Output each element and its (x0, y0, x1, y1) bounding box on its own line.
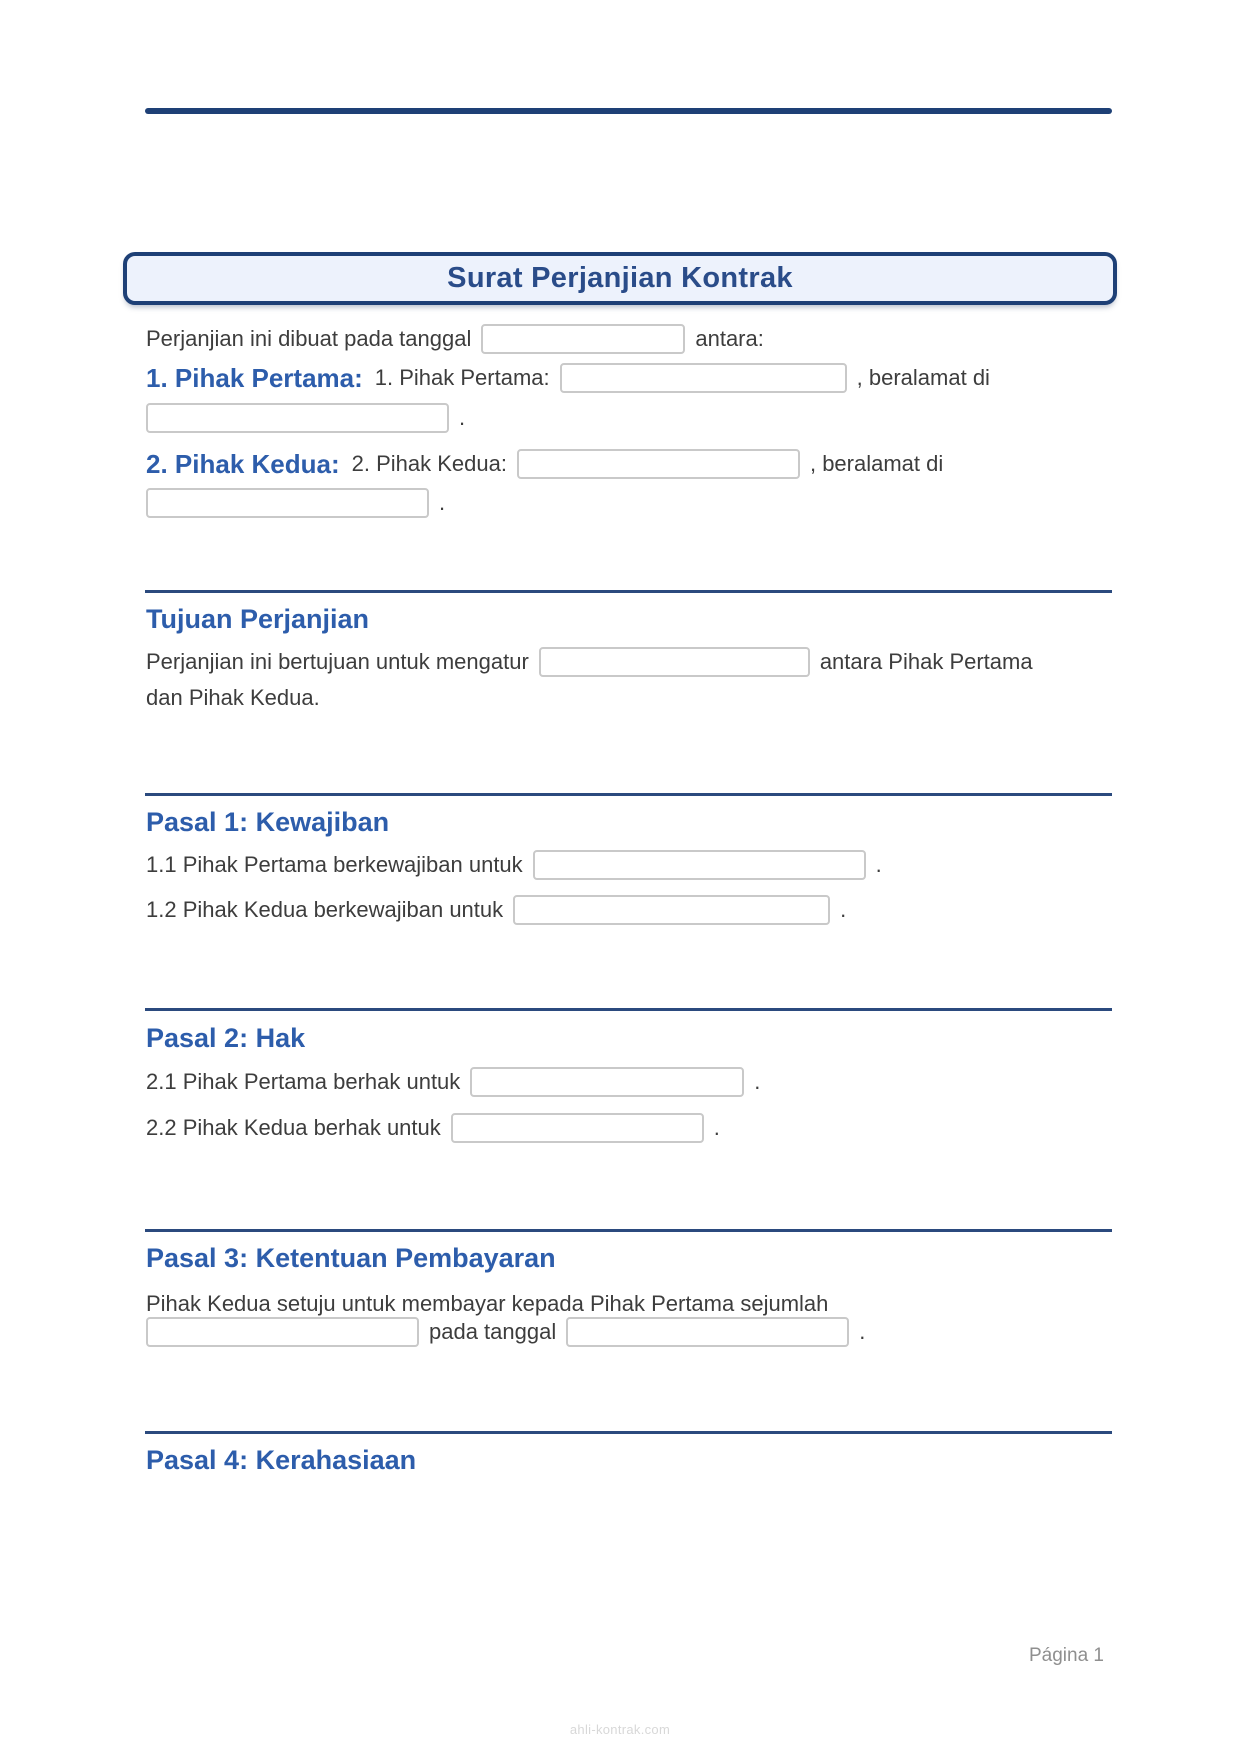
party1-address-field[interactable] (146, 403, 449, 433)
party2-address-row (146, 486, 445, 520)
obligation-2-after-text: . (840, 897, 847, 922)
party1-address-row (146, 401, 465, 435)
pasal3-heading: Pasal 3: Ketentuan Pembayaran (146, 1243, 556, 1273)
party2-inline-label: 2. Pihak Kedua: (351, 451, 507, 476)
party1-label: 1. Pihak Pertama: (146, 362, 363, 393)
document-title: Surat Perjanjian Kontrak (447, 262, 793, 294)
right-2-field[interactable] (451, 1113, 704, 1143)
page-number: Página 1 (1028, 1645, 1104, 1666)
payment-intro-text: Pihak Kedua setuju untuk membayar kepada Pihak Pertama sejumlah (146, 1291, 829, 1316)
payment-date-field[interactable] (566, 1317, 849, 1347)
party2-row (146, 447, 943, 481)
party2-label: 2. Pihak Kedua: (146, 448, 340, 479)
intro-before-date-text: Perjanjian ini dibuat pada tanggal (146, 326, 472, 351)
section-divider (145, 1229, 1112, 1232)
right-2-after-text: . (713, 1115, 720, 1140)
tujuan-row (146, 645, 1033, 679)
tujuan-line2-text: dan Pihak Kedua. (146, 685, 320, 710)
tujuan-after-input-text: antara Pihak Pertama (819, 649, 1033, 674)
obligation-1-row (146, 848, 882, 882)
party2-name-field[interactable] (517, 449, 800, 479)
party2-address-field[interactable] (146, 488, 429, 518)
payment-amount-field[interactable] (146, 1317, 419, 1347)
obligation-1-after-text: . (875, 852, 882, 877)
right-1-text: 2.1 Pihak Pertama berhak untuk (146, 1069, 461, 1094)
intro-after-date-text: antara: (695, 326, 764, 351)
party1-name-field[interactable] (560, 363, 847, 393)
party2-after-address-text: . (439, 490, 446, 515)
section-divider (145, 793, 1112, 796)
watermark-text: ahli-kontrak.com (569, 1722, 671, 1737)
obligation-2-field[interactable] (513, 895, 830, 925)
tujuan-before-input-text: Perjanjian ini bertujuan untuk mengatur (146, 649, 529, 674)
payment-after-text: . (859, 1319, 866, 1344)
party1-after-address-text: . (459, 405, 466, 430)
obligation-1-field[interactable] (533, 850, 866, 880)
pasal2-heading: Pasal 2: Hak (146, 1023, 306, 1053)
party1-after-name-text: , beralamat di (856, 365, 990, 390)
right-2-text: 2.2 Pihak Kedua berhak untuk (146, 1115, 441, 1140)
payment-detail-row (146, 1315, 865, 1349)
party1-inline-label: 1. Pihak Pertama: (374, 365, 550, 390)
section-divider (145, 1008, 1112, 1011)
right-1-field[interactable] (470, 1067, 744, 1097)
pasal1-heading: Pasal 1: Kewajiban (146, 807, 390, 837)
section-divider (145, 590, 1112, 593)
tujuan-heading: Tujuan Perjanjian (146, 604, 370, 634)
tujuan-field[interactable] (539, 647, 810, 677)
tujuan-row-line2 (146, 681, 320, 715)
right-1-after-text: . (754, 1069, 761, 1094)
section-divider (145, 1431, 1112, 1434)
party2-after-name-text: , beralamat di (809, 451, 944, 476)
obligation-1-text: 1.1 Pihak Pertama berkewajiban untuk (146, 852, 523, 877)
date-field[interactable] (481, 324, 685, 354)
right-2-row (146, 1111, 720, 1145)
obligation-2-row (146, 893, 846, 927)
document-title-box (123, 252, 1117, 305)
intro-row (146, 322, 764, 356)
pasal4-heading: Pasal 4: Kerahasiaan (146, 1445, 417, 1475)
top-rule (145, 108, 1112, 114)
payment-between-text: pada tanggal (429, 1319, 557, 1344)
obligation-2-text: 1.2 Pihak Kedua berkewajiban untuk (146, 897, 504, 922)
party1-row (146, 361, 990, 395)
right-1-row (146, 1065, 760, 1099)
